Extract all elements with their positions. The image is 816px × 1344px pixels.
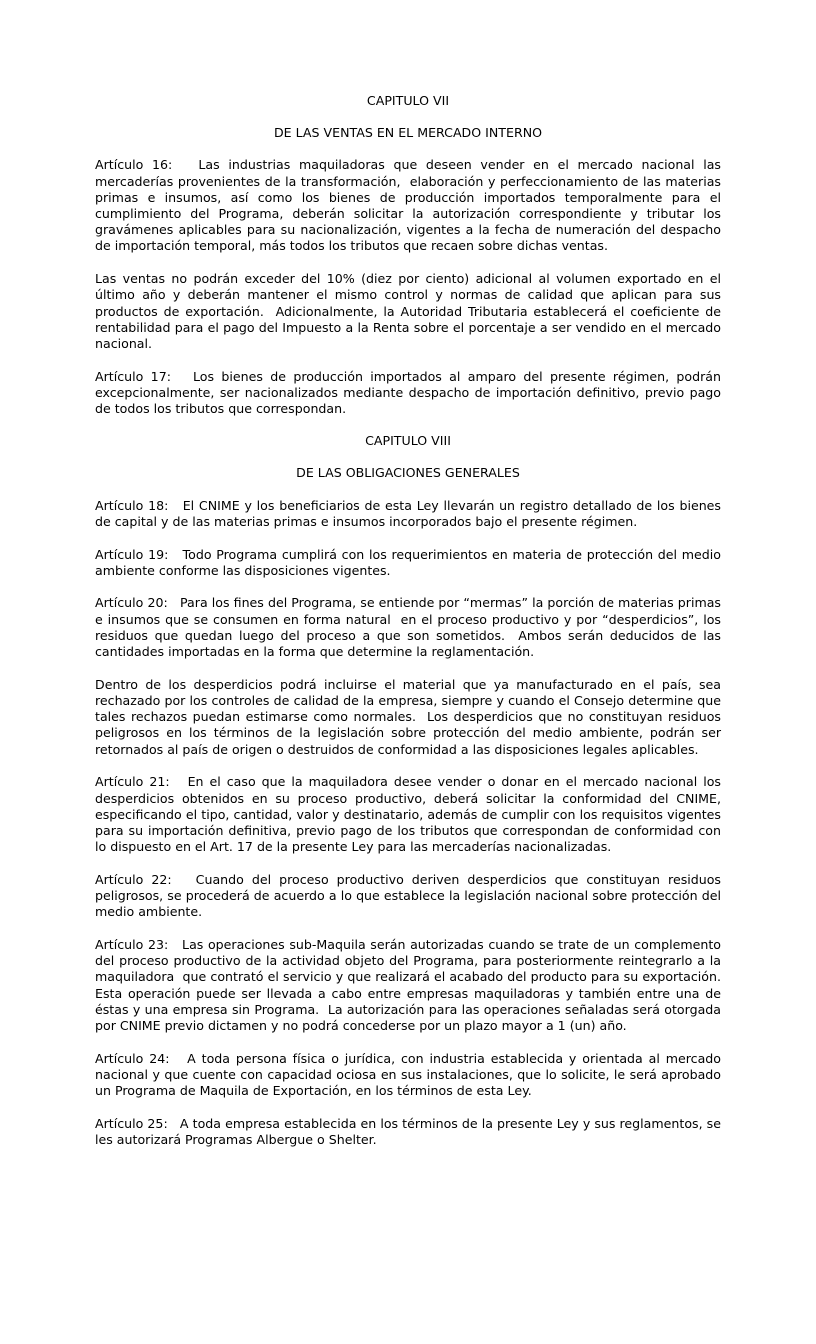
article-19-paragraph: Artículo 19: Todo Programa cumplirá con los requerimientos en materia de protección del medio ambiente conforme las disposiciones vigentes. bbox=[95, 546, 726, 578]
chapter-8-subtitle: DE LAS OBLIGACIONES GENERALES bbox=[296, 465, 520, 481]
article-17-paragraph: Artículo 17: Los bienes de producción importados al amparo del presente régimen, podrán excepcionalmente, ser nacionalizados mediante despacho de importación definitivo, previo pago de todos los tributos que correspondan. bbox=[95, 368, 726, 417]
document-page bbox=[95, 93, 730, 1148]
chapter-8-section bbox=[95, 433, 721, 481]
article-25-paragraph: Artículo 25: A toda empresa establecida en los términos de la presente Ley y sus reglamentos, se les autorizará Programas Albergue o Shelter. bbox=[95, 1115, 726, 1147]
chapter-7-body bbox=[95, 157, 726, 417]
article-24-paragraph: Artículo 24: A toda persona física o jurídica, con industria establecida y orientada al mercado nacional y que cuente con capacidad ociosa en sus instalaciones, que lo solicite, le será aprobado un Programa de Maquila de Exportación, en los términos de esta Ley. bbox=[95, 1050, 726, 1099]
article-16-paragraph: Artículo 16: Las industrias maquiladoras que deseen vender en el mercado nacional las mercaderías provenientes de la transformación, elaboración y perfeccionamiento de las materias primas e insumos, así como los bienes de producción importados temporalmente para el cumplimiento del Programa, deberán solicitar la autorización correspondiente y tributar los gravámenes aplicables para su nacionalización, vigentes a la fecha de numeración del despacho de importación temporal, más todos los tributos que recaen sobre dichas ventas. bbox=[95, 157, 726, 254]
article-22-paragraph: Artículo 22: Cuando del proceso productivo deriven desperdicios que constituyan residuos peligrosos, se procederá de acuerdo a lo que establece la legislación nacional sobre protección del medio ambiente. bbox=[95, 871, 726, 920]
sales-limit-paragraph: Las ventas no podrán exceder del 10% (diez por ciento) adicional al volumen exportado en el último año y deberán mantener el mismo control y normas de calidad que aplican para sus productos de exportación. Adicionalmente, la Autoridad Tributaria establecerá el coeficiente de rentabilidad para el pago del Impuesto a la Renta sobre el porcentaje a ser vendido en el mercado nacional. bbox=[95, 271, 726, 351]
article-21-paragraph: Artículo 21: En el caso que la maquiladora desee vender o donar en el mercado nacional los desperdicios obtenidos en su proceso productivo, deberá solicitar la conformidad del CNIME, especificando el tipo, cantidad, valor y destinatario, además de cumplir con los requisitos vigentes para su importación definitiva, previo pago de los tributos que correspondan de conformidad con lo dispuesto en el Art. 17 de la presente Ley para las mercaderías nacionalizadas. bbox=[95, 774, 726, 855]
waste-paragraph: Dentro de los desperdicios podrá incluirse el material que ya manufacturado en el país, sea rechazado por los controles de calidad de la empresa, siempre y cuando el Consejo determine que tales rechazos puedan estimarse como normales. Los desperdicios que no constituyan residuos peligrosos en los términos de la legislación sobre protección del medio ambiente, podrán ser retornados al país de origen o destruidos de conformidad a las disposiciones legales aplicables. bbox=[95, 676, 726, 757]
article-20-paragraph: Artículo 20: Para los fines del Programa, se entiende por “mermas” la porción de materias primas e insumos que se consumen en forma natural en el proceso productivo y por “desperdicios”, los residuos que quedan luego del proceso a que son sometidos. Ambos serán deducidos de las cantidades importadas en la forma que determine la reglamentación. bbox=[95, 595, 726, 660]
chapter-8-title: CAPITULO VIII bbox=[365, 433, 451, 449]
chapter-7-title: CAPITULO VII bbox=[366, 93, 450, 108]
article-23-paragraph: Artículo 23: Las operaciones sub-Maquila serán autorizadas cuando se trate de un complemento del proceso productivo de la actividad objeto del Programa, para posteriormente reintegrarlo a la maquiladora que contrató el servicio y que realizará el acabado del producto para su exportación. Esta operación puede ser llevada a cabo entre empresas maquiladoras y también entre una de éstas y una empresa sin Programa. La autorización para las operaciones señaladas será otorgada por CNIME previo dictamen y no podrá concederse por un plazo mayor a 1 (un) año. bbox=[95, 936, 730, 1033]
article-18-paragraph: Artículo 18: El CNIME y los beneficiarios de esta Ley llevarán un registro detallado de los bienes de capital y de las materias primas e insumos incorporados bajo el presente régimen. bbox=[95, 497, 726, 529]
chapter-8-body bbox=[95, 497, 730, 1149]
chapter-7-subtitle: DE LAS VENTAS EN EL MERCADO INTERNO bbox=[273, 125, 543, 141]
